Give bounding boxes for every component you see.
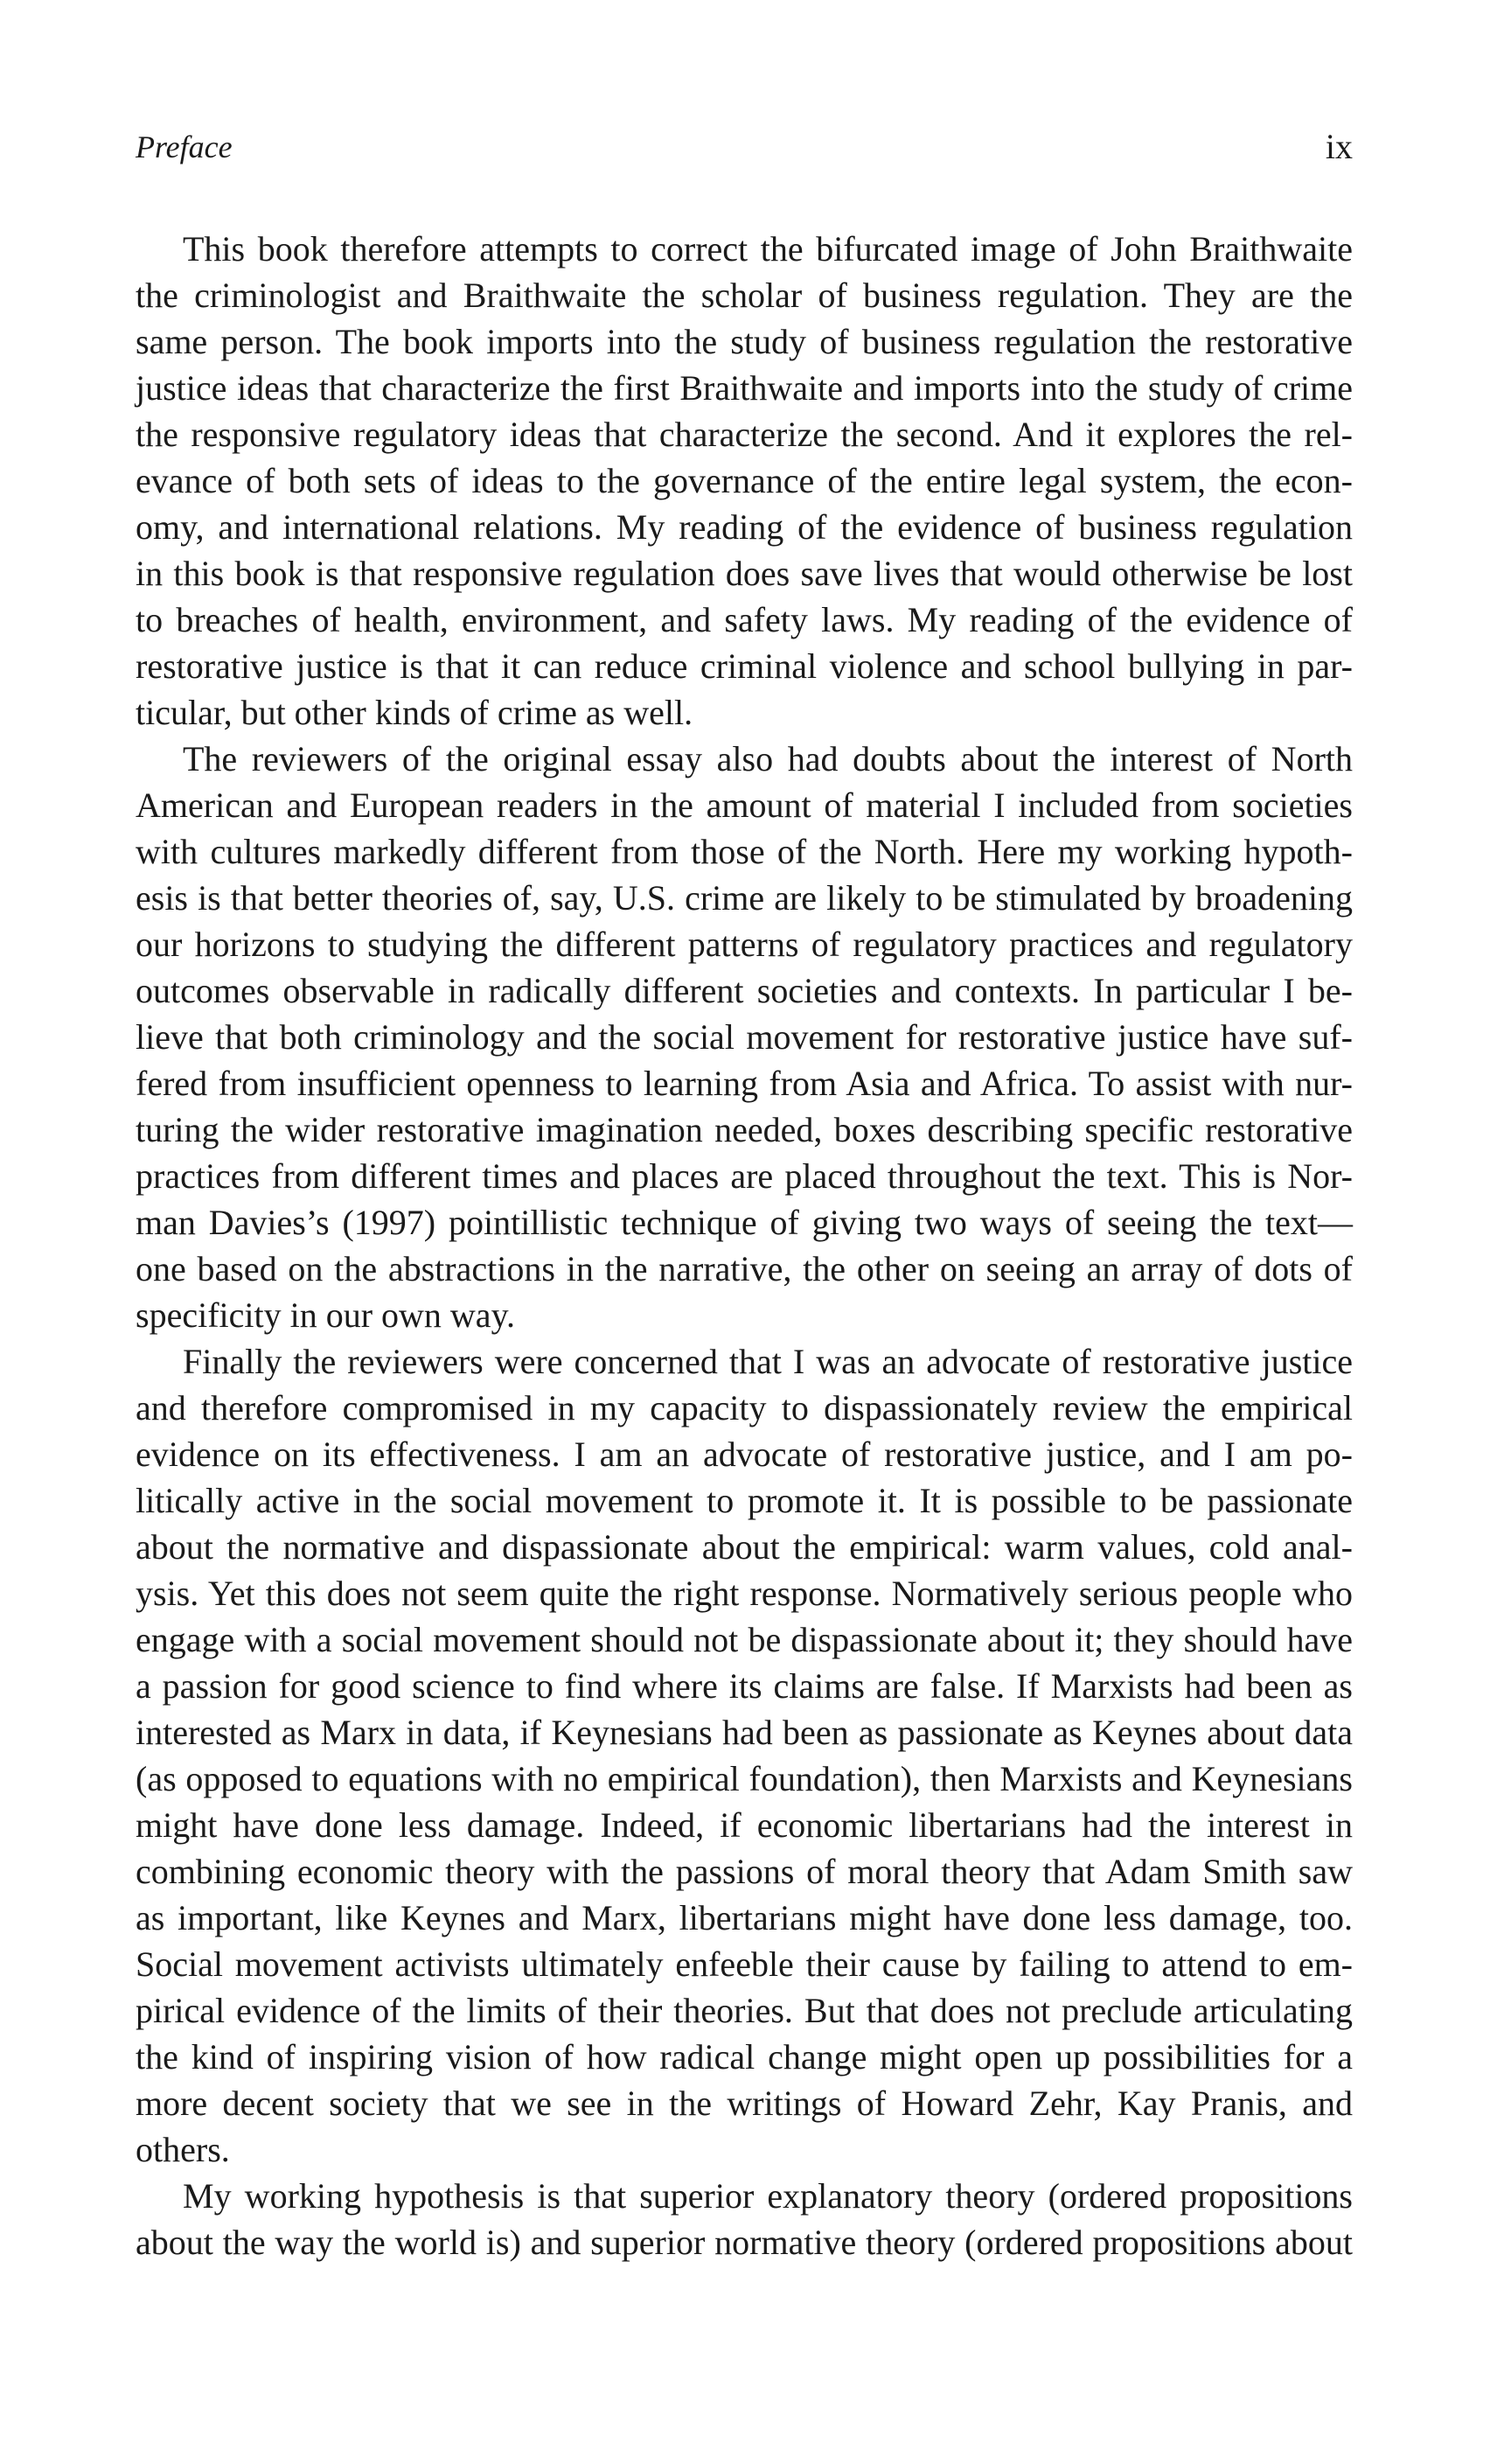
text-line: evidence on its effectiveness. I am an advocate of restorative justice, and I am po- (136, 1434, 1353, 1474)
text-line: outcomes observable in radically different societies and contexts. In particular I be- (136, 971, 1353, 1010)
text-line: (as opposed to equations with no empirical foundation), then Marxists and Keynesians (136, 1759, 1353, 1798)
text-line: American and European readers in the amount of material I included from societies (136, 785, 1353, 825)
text-line: ticular, but other kinds of crime as well. (136, 693, 693, 732)
text-line: evance of both sets of ideas to the governance of the entire legal system, the econ- (136, 461, 1353, 500)
text-line: turing the wider restorative imagination needed, boxes describing specific restorative (136, 1110, 1353, 1149)
text-line: ysis. Yet this does not seem quite the right response. Normatively serious people who (136, 1574, 1353, 1613)
body-text (136, 226, 1353, 2265)
text-line: man Davies’s (1997) pointillistic technique of giving two ways of seeing the text— (136, 1203, 1353, 1242)
text-line: about the normative and dispassionate about the empirical: warm values, cold anal- (136, 1527, 1353, 1567)
text-line: others. (136, 2130, 230, 2169)
text-line: My working hypothesis is that superior explanatory theory (ordered propositions (183, 2176, 1353, 2216)
text-line: might have done less damage. Indeed, if economic libertarians had the interest in (136, 1805, 1353, 1845)
paragraph (136, 736, 1353, 1338)
text-line: esis is that better theories of, say, U.S. crime are likely to be stimulated by broadening (136, 878, 1353, 918)
text-line: one based on the abstractions in the narrative, the other on seeing an array of dots of (136, 1249, 1353, 1288)
text-line: about the way the world is) and superior normative theory (ordered propositions about (136, 2223, 1353, 2262)
text-line: engage with a social movement should not be dispassionate about it; they should have (136, 1620, 1353, 1659)
text-line: justice ideas that characterize the first Braithwaite and imports into the study of crime (136, 368, 1353, 408)
paragraph (136, 2173, 1353, 2265)
text-line: to breaches of health, environment, and safety laws. My reading of the evidence of (136, 600, 1353, 639)
text-line: combining economic theory with the passions of moral theory that Adam Smith saw (136, 1852, 1353, 1891)
text-line: the kind of inspiring vision of how radical change might open up possibilities for a (136, 2037, 1353, 2077)
running-title: Preface (136, 129, 233, 164)
text-line: fered from insufficient openness to learning from Asia and Africa. To assist with nur- (136, 1064, 1353, 1103)
text-line: as important, like Keynes and Marx, libertarians might have done less damage, too. (136, 1898, 1353, 1937)
text-line: lieve that both criminology and the social movement for restorative justice have suf- (136, 1017, 1353, 1057)
text-line: the criminologist and Braithwaite the scholar of business regulation. They are the (136, 276, 1353, 315)
page-number: ix (1325, 127, 1353, 166)
text-line: The reviewers of the original essay also had doubts about the interest of North (183, 739, 1353, 778)
text-line: a passion for good science to find where its claims are false. If Marxists had been as (136, 1666, 1353, 1706)
text-line: litically active in the social movement to promote it. It is possible to be passionate (136, 1481, 1353, 1520)
text-line: interested as Marx in data, if Keynesians had been as passionate as Keynes about data (136, 1713, 1353, 1752)
text-line: This book therefore attempts to correct the bifurcated image of John Braithwaite (183, 229, 1353, 269)
text-line: Social movement activists ultimately enfeeble their cause by failing to attend to em- (136, 1944, 1353, 1984)
text-line: the responsive regulatory ideas that characterize the second. And it explores the rel- (136, 415, 1353, 454)
text-line: our horizons to studying the different patterns of regulatory practices and regulatory (136, 925, 1353, 964)
text-line: practices from different times and places are placed throughout the text. This is Nor- (136, 1156, 1353, 1196)
text-line: restorative justice is that it can reduce criminal violence and school bullying in par- (136, 646, 1353, 686)
text-line: more decent society that we see in the writings of Howard Zehr, Kay Pranis, and (136, 2084, 1353, 2123)
text-line: specificity in our own way. (136, 1295, 515, 1335)
paragraph (136, 226, 1353, 736)
running-head (136, 121, 1353, 173)
text-line: same person. The book imports into the study of business regulation the restorative (136, 322, 1353, 361)
paragraph (136, 1338, 1353, 2173)
text-line: pirical evidence of the limits of their theories. But that does not preclude articulating (136, 1991, 1353, 2030)
text-line: with cultures markedly different from those of the North. Here my working hypoth- (136, 832, 1353, 871)
text-line: omy, and international relations. My reading of the evidence of business regulation (136, 507, 1353, 547)
text-line: and therefore compromised in my capacity to dispassionately review the empirical (136, 1388, 1353, 1427)
text-line: Finally the reviewers were concerned that I was an advocate of restorative justice (183, 1342, 1353, 1381)
text-line: in this book is that responsive regulation does save lives that would otherwise be lost (136, 554, 1353, 593)
